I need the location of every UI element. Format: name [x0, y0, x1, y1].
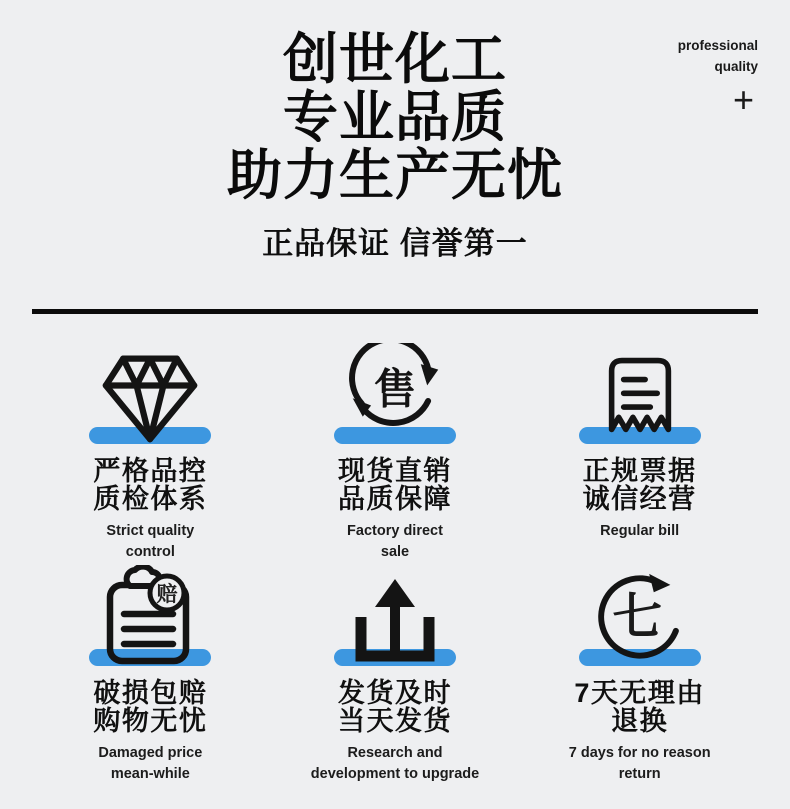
- feature-icon-area: [517, 347, 762, 444]
- feature-icon-area: [273, 347, 518, 444]
- feature-title-zh: 发货及时 当天发货: [337, 678, 452, 736]
- title-line-1: 创世化工: [282, 28, 507, 90]
- feature-subtitle-en: Factory direct sale: [347, 523, 443, 560]
- title-line-2: 专业品质: [282, 86, 507, 148]
- divider-rule: [32, 309, 758, 314]
- feature-title-zh: 正规票据 诚信经营: [582, 456, 697, 514]
- claim-glyph: 赔: [156, 583, 178, 606]
- feature-icon-area: [273, 569, 518, 666]
- features-grid: [28, 347, 762, 785]
- feature-subtitle-en: Regular bill: [600, 523, 680, 539]
- feature-icon-area: [517, 569, 762, 666]
- seven-glyph: 七: [612, 588, 662, 645]
- corner-tagline-line2: quality: [714, 58, 758, 74]
- plus-icon: +: [732, 79, 754, 120]
- feature-card-fast-shipping: [273, 569, 518, 785]
- feature-title-zh: 严格品控 质检体系: [93, 456, 208, 514]
- feature-subtitle-en: Damaged price mean-while: [98, 745, 203, 782]
- sale-glyph: 售: [373, 365, 417, 413]
- feature-card-direct-sale: [273, 347, 518, 563]
- feature-subtitle-en: Strict quality control: [106, 523, 195, 560]
- corner-tagline: [678, 36, 758, 78]
- feature-subtitle-en: Research and development to upgrade: [310, 745, 480, 782]
- feature-icon-area: [28, 347, 273, 444]
- seven-day-return-icon: [593, 572, 687, 664]
- after-sale-cycle-icon: [349, 343, 441, 435]
- claim-clipboard-icon: [94, 565, 206, 665]
- feature-card-regular-bill: [517, 347, 762, 563]
- guarantee-subtitle: 正品保证 信誉第一: [262, 226, 528, 261]
- feature-title-zh: 破损包赔 购物无忧: [93, 678, 208, 736]
- brand-title: [0, 0, 790, 204]
- title-line-3: 助力生产无忧: [226, 144, 563, 206]
- feature-card-seven-day-return: [517, 569, 762, 785]
- feature-card-quality: [28, 347, 273, 563]
- feature-card-damage-claim: [28, 569, 273, 785]
- feature-title-zh: 7天无理由 退换: [574, 678, 705, 736]
- ship-upload-icon: [343, 577, 447, 663]
- diamond-icon: [101, 350, 199, 444]
- corner-tagline-line1: professional: [677, 38, 758, 53]
- feature-icon-area: [28, 569, 273, 666]
- feature-subtitle-en: 7 days for no reason return: [568, 745, 711, 782]
- receipt-icon: [597, 349, 683, 441]
- feature-title-zh: 现货直销 品质保障: [337, 456, 452, 514]
